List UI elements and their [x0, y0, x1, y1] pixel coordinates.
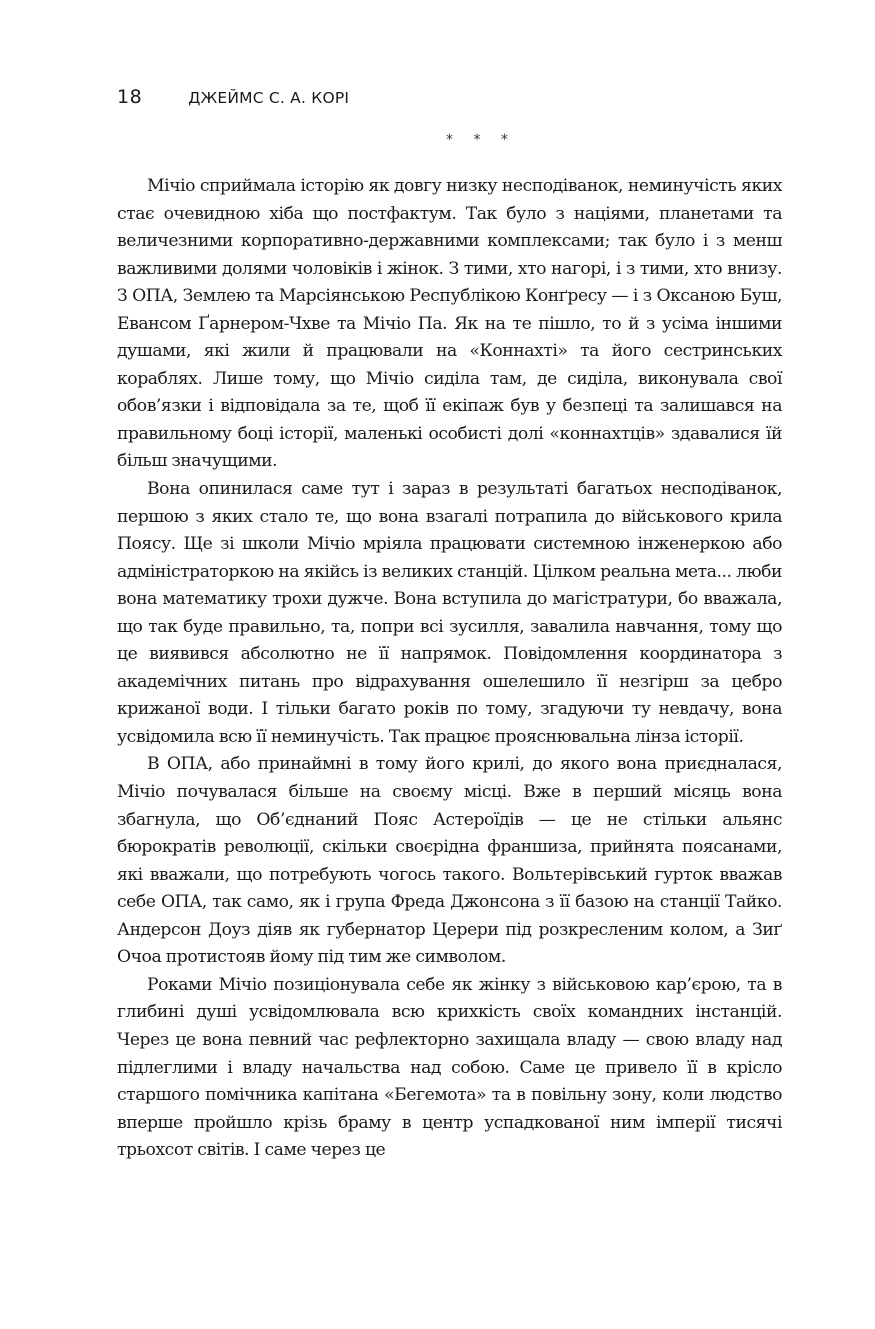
paragraph: Роками Мічіо позиціонувала себе як жінку з військовою кар’єрою, та в глибині душі усвідомлювала всю крихкість своїх командних інстанцій. Через це вона певний час рефлекторно захищала владу — свою владу над підлеглими і владу начальства над собою. Саме це привело її в крісло старшого помічника капітана «Бегемота» та в повільну зону, коли людство вперше пройшло крізь браму в центр успадкованої ним імперії тисячі трьохсот світів. І саме через це	[117, 974, 782, 1161]
paragraph: В ОПА, або принаймні в тому його крилі, до якого вона приєдналася, Мічіо почувалася більше на своєму місці. Вже в перший місяць вона збагнула, що Об’єднаний Пояс Астероїдів — це не стільки альянс бюрократів революції, скільки своєрідна франшиза, прийнята поясанами, які вважали, що потребують чогось такого. Вольтерівський гурток вважав себе ОПА, так само, як і група Фреда Джонсона з її базою на станції Тайко. Андерсон Доуз діяв як губернатор Церери під розкресленим колом, а Зиґ Очоа протистояв йому під тим же символом.	[117, 754, 782, 968]
page-number: 18	[117, 86, 143, 108]
paragraph: Вона опинилася саме тут і зараз в результаті багатьох несподіванок, першою з яких стало те, що вона взагалі потрапила до військового крила Поясу. Ще зі школи Мічіо мріяла працювати системною інженеркою або адміністраторкою на якійсь із великих станцій. Цілком реальна мета... люби вона математику трохи дужче. Вона вступила до магістратури, бо вважала, що так буде правильно, та, попри всі зусилля, завалила навчання, тому що це виявився абсолютно не її напрямок. Повідомлення координатора з академічних питань про відрахування ошелешило її незгірш за цебро крижаної води. І тільки багато років по тому, згадуючи ту невдачу, вона усвідомила всю її неминучість. Так працює прояснювальна лінза історії.	[117, 479, 782, 747]
body-text	[117, 173, 782, 1165]
section-break-asterisks: * * *	[446, 132, 516, 148]
paragraph: Мічіо сприймала історію як довгу низку несподіванок, неминучість яких стає очевидною хіба що постфактум. Так було з націями, планетами та величезними корпоративно-державними комплексами; так було і з менш важливими долями чоловіків і жінок. З тими, хто нагорі, і з тими, хто внизу. З ОПА, Землею та Марсіянською Республікою Конґресу — і з Оксаною Буш, Евансом Ґарнером-Чхве та Мічіо Па. Як на те пішло, то й з усіма іншими душами, які жили й працювали на «Коннахті» та його сестринських кораблях. Лише тому, що Мічіо сиділа там, де сиділа, виконувала свої обов’язки і відповідала за те, щоб її екіпаж був у безпеці та залишався на правильному боці історії, маленькі особисті долі «коннахтців» здавалися їй більш значущими.	[117, 176, 782, 472]
running-head-author: ДЖЕЙМС С. А. КОРІ	[188, 89, 350, 107]
page-header	[117, 86, 349, 110]
